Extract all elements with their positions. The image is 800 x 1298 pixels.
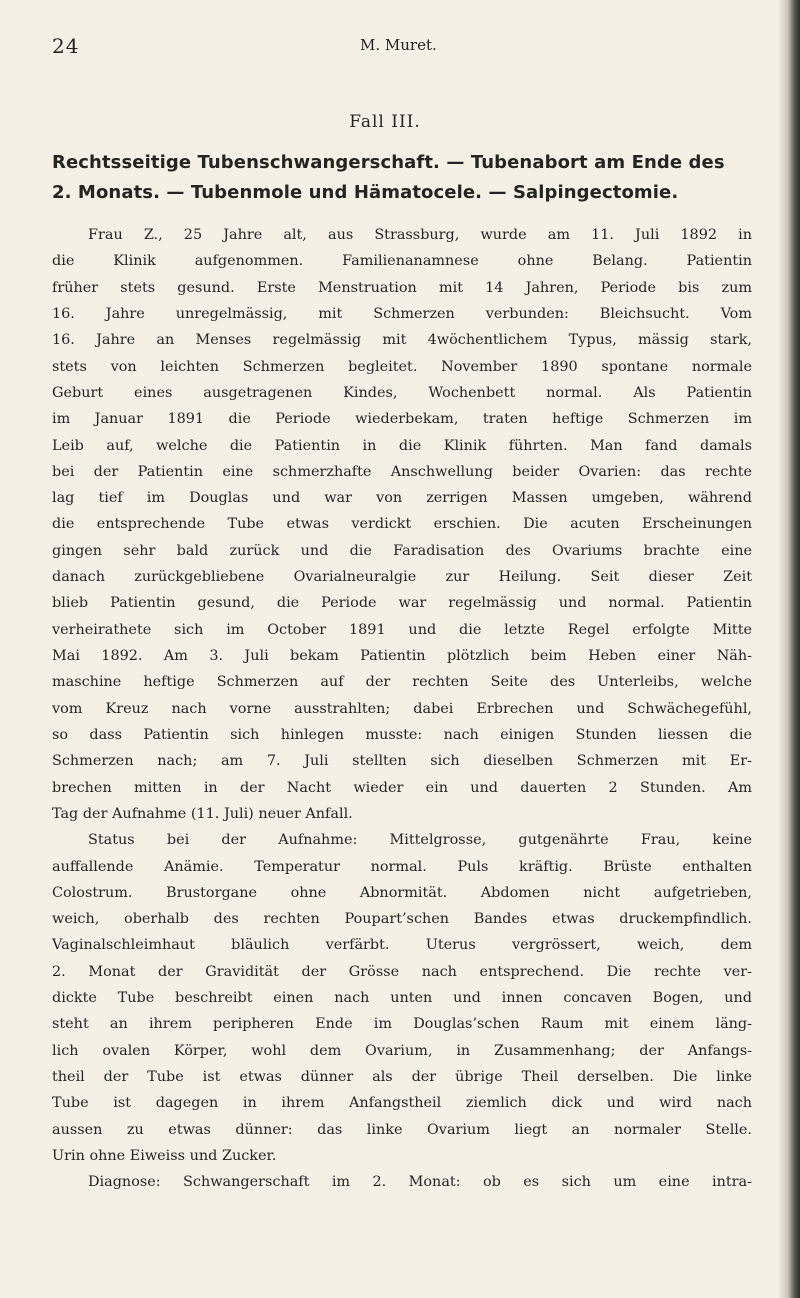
text-line: weich, oberhalb des rechten Poupart’schen Bandes etwas druckempfindlich.: [52, 911, 752, 928]
text-line: danach zurückgebliebene Ovarialneuralgie zur Heilung. Seit dieser Zeit: [52, 569, 752, 586]
case-heading-line-2: 2. Monats. — Tubenmole und Hämatocele. — Salpingectomie.: [52, 182, 679, 203]
text-line: die entsprechende Tube etwas verdickt erschien. Die acuten Erscheinungen: [52, 516, 752, 533]
text-line: früher stets gesund. Erste Menstruation mit 14 Jahren, Periode bis zum: [52, 279, 752, 296]
text-line: 16. Jahre unregelmässig, mit Schmerzen verbunden: Bleichsucht. Vom: [52, 305, 752, 322]
text-line: brechen mitten in der Nacht wieder ein und dauerten 2 Stunden. Am: [52, 779, 752, 796]
text-line: verheirathete sich im October 1891 und die letzte Regel erfolgte Mitte: [52, 621, 752, 638]
text-line: Urin ohne Eiweiss und Zucker.: [52, 1147, 277, 1164]
text-line: steht an ihrem peripheren Ende im Douglas’schen Raum mit einem läng-: [52, 1016, 752, 1033]
text-line: Leib auf, welche die Patientin in die Klinik führten. Man fand damals: [52, 437, 752, 454]
page-number: 24: [52, 34, 80, 58]
text-line: Status bei der Aufnahme: Mittelgrosse, gutgenährte Frau, keine: [88, 832, 752, 849]
text-line: theil der Tube ist etwas dünner als der übrige Theil derselben. Die linke: [52, 1069, 752, 1085]
text-line: bei der Patientin eine schmerzhafte Anschwellung beider Ovarien: das rechte: [52, 463, 752, 480]
text-line: auffallende Anämie. Temperatur normal. Puls kräftig. Brüste enthalten: [52, 858, 752, 875]
text-line: Colostrum. Brustorgane ohne Abnormität. Abdomen nicht aufgetrieben,: [52, 884, 752, 901]
text-line: Mai 1892. Am 3. Juli bekam Patientin plötzlich beim Heben einer Näh-: [52, 648, 752, 664]
running-head-author: M. Muret.: [360, 36, 437, 54]
text-line: gingen sehr bald zurück und die Faradisation des Ovariums brachte eine: [52, 542, 752, 559]
text-line: maschine heftige Schmerzen auf der rechten Seite des Unterleibs, welche: [52, 674, 752, 691]
text-line: lag tief im Douglas und war von zerrigen Massen umgeben, während: [52, 490, 752, 507]
text-line: Frau Z., 25 Jahre alt, aus Strassburg, wurde am 11. Juli 1892 in: [88, 227, 752, 243]
text-line: so dass Patientin sich hinlegen musste: nach einigen Stunden liessen die: [52, 726, 752, 743]
case-heading-line-1: Rechtsseitige Tubenschwangerschaft. — Tubenabort am Ende des: [52, 152, 725, 173]
text-line: blieb Patientin gesund, die Periode war regelmässig und normal. Patientin: [52, 595, 752, 612]
text-line: dickte Tube beschreibt einen nach unten und innen concaven Bogen, und: [52, 990, 752, 1007]
text-line: im Januar 1891 die Periode wiederbekam, traten heftige Schmerzen im: [52, 411, 752, 428]
body-text: [52, 222, 752, 1196]
text-line: Vaginalschleimhaut bläulich verfärbt. Uterus vergrössert, weich, dem: [52, 937, 752, 954]
text-line: stets von leichten Schmerzen begleitet. November 1890 spontane normale: [52, 358, 752, 375]
text-line: lich ovalen Körper, wohl dem Ovarium, in Zusammenhang; der Anfangs-: [52, 1042, 752, 1059]
text-line: Tag der Aufnahme (11. Juli) neuer Anfall.: [52, 805, 353, 822]
text-line: aussen zu etwas dünner: das linke Ovarium liegt an normaler Stelle.: [52, 1121, 752, 1138]
page-edge-shadow: [778, 0, 800, 1298]
case-label: Fall III.: [349, 112, 421, 132]
text-line: 16. Jahre an Menses regelmässig mit 4wöchentlichem Typus, mässig stark,: [52, 332, 752, 349]
text-line: Tube ist dagegen in ihrem Anfangstheil ziemlich dick und wird nach: [52, 1095, 752, 1112]
text-line: Schmerzen nach; am 7. Juli stellten sich dieselben Schmerzen mit Er-: [52, 753, 752, 770]
text-line: Geburt eines ausgetragenen Kindes, Wochenbett normal. Als Patientin: [52, 384, 752, 401]
text-line: die Klinik aufgenommen. Familienanamnese ohne Belang. Patientin: [52, 253, 752, 270]
text-line: Diagnose: Schwangerschaft im 2. Monat: ob es sich um eine intra-: [88, 1174, 752, 1191]
text-line: 2. Monat der Gravidität der Grösse nach entsprechend. Die rechte ver-: [52, 963, 752, 980]
text-line: vom Kreuz nach vorne ausstrahlten; dabei Erbrechen und Schwächegefühl,: [52, 700, 752, 717]
